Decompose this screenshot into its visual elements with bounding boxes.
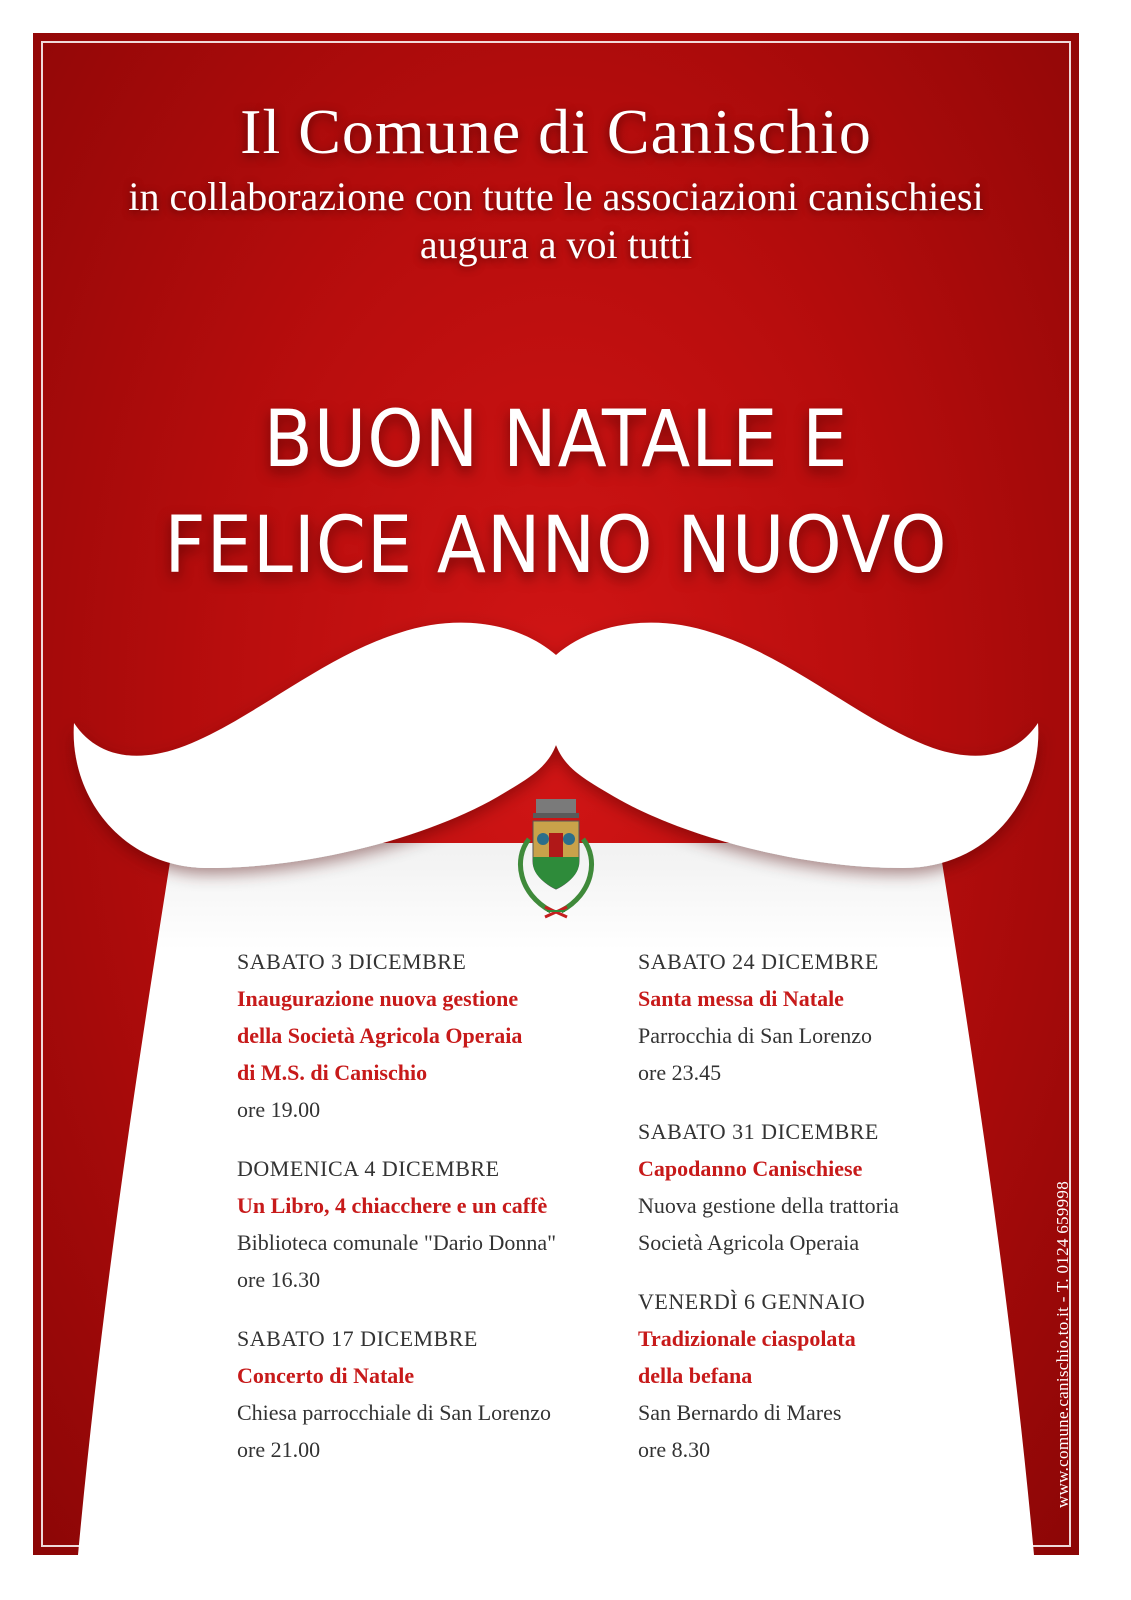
events-right-column [638,943,1018,1490]
event-title: della Società Agricola Operaia [237,1023,523,1048]
event-item [638,1113,1018,1261]
greeting-line-1: BUON NATALE E [263,395,849,485]
event-date: DOMENICA 4 DICEMBRE [237,1156,500,1181]
event-item [237,943,617,1128]
page-title: Il Comune di Canischio [240,96,872,167]
event-date: SABATO 3 DICEMBRE [237,949,467,974]
event-title: della befana [638,1363,753,1388]
event-date: VENERDÌ 6 GENNAIO [638,1289,866,1314]
event-title: Santa messa di Natale [638,986,844,1011]
event-location: San Bernardo di Mares [638,1400,842,1425]
event-location: Società Agricola Operaia [638,1230,860,1255]
event-title: di M.S. di Canischio [237,1060,428,1085]
event-item [638,943,1018,1091]
event-time: ore 21.00 [237,1437,321,1462]
events-left-column [237,943,617,1490]
event-item [237,1150,617,1298]
event-title: Inaugurazione nuova gestione [237,986,519,1011]
event-item [237,1320,617,1468]
greeting-line-2: FELICE ANNO NUOVO [164,501,948,591]
event-location: Chiesa parrocchiale di San Lorenzo [237,1400,551,1425]
poster [33,33,1079,1555]
event-location: Nuova gestione della trattoria [638,1193,899,1218]
municipal-crest-icon [511,799,601,929]
subtitle-line-2: augura a voi tutti [419,222,693,267]
contact-info: www.comune.canischio.to.it - T. 0124 659998 [1053,1180,1072,1508]
event-time: ore 19.00 [237,1097,321,1122]
subtitle-line-1: in collaborazione con tutte le associazioni canischiesi [128,174,984,219]
event-time: ore 8.30 [638,1437,711,1462]
event-time: ore 23.45 [638,1060,722,1085]
event-title: Un Libro, 4 chiacchere e un caffè [237,1193,548,1218]
event-time: ore 16.30 [237,1267,321,1292]
event-title: Tradizionale ciaspolata [638,1326,856,1351]
event-location: Parrocchia di San Lorenzo [638,1023,872,1048]
event-title: Concerto di Natale [237,1363,415,1388]
event-date: SABATO 24 DICEMBRE [638,949,879,974]
event-title: Capodanno Canischiese [638,1156,863,1181]
event-item [638,1283,1018,1468]
event-date: SABATO 17 DICEMBRE [237,1326,478,1351]
event-location: Biblioteca comunale "Dario Donna" [237,1230,557,1255]
event-date: SABATO 31 DICEMBRE [638,1119,879,1144]
